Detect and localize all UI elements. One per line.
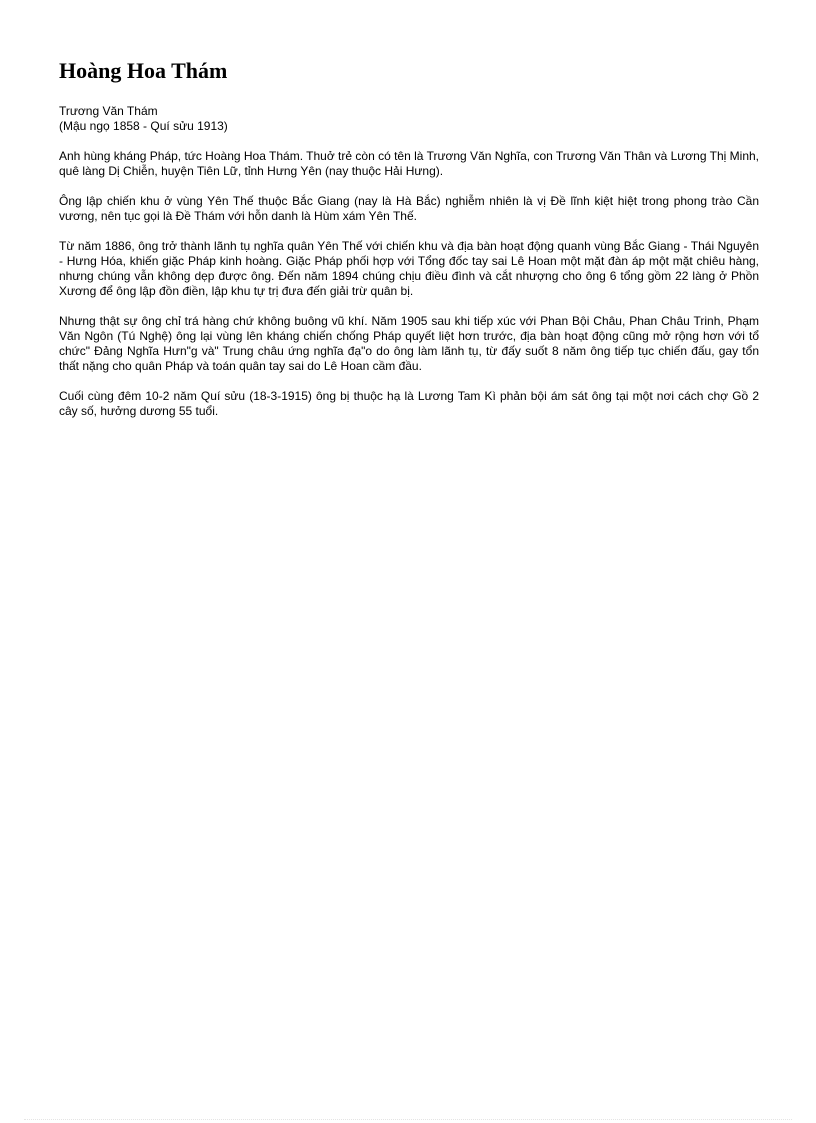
paragraph-intro: Anh hùng kháng Pháp, tức Hoàng Hoa Thám. Thuở trẻ còn có tên là Trương Văn Nghĩa, con Trương Văn Thân và Lương Thị Minh, quê làng Dị Chiễn, huyện Tiên Lữ, tỉnh Hưng Yên (nay thuộc Hải Hưng). (59, 149, 759, 178)
paragraph-yen-the: Ông lập chiến khu ở vùng Yên Thế thuộc Bắc Giang (nay là Hà Bắc) nghiễm nhiên là vị Đề lĩnh kiệt hiệt trong phong trào Cần vương, nên tục gọi là Đề Thám với hỗn danh là Hùm xám Yên Thế. (59, 194, 759, 223)
lifespan: (Mậu ngọ 1858 - Quí sửu 1913) (59, 119, 228, 133)
paragraph-death: Cuối cùng đêm 10-2 năm Quí sửu (18-3-1915) ông bị thuộc hạ là Lương Tam Kì phản bội ám sát ông tại một nơi cách chợ Gồ 2 cây số, hưởng dương 55 tuổi. (59, 389, 759, 418)
paragraph-1886: Từ năm 1886, ông trở thành lãnh tụ nghĩa quân Yên Thế với chiến khu và địa bàn hoạt động quanh vùng Bắc Giang - Thái Nguyên - Hưng Hóa, khiến giặc Pháp kinh hoàng. Giặc Pháp phối hợp với Tổng đốc tay sai Lê Hoan một mặt đàn áp một mặt chiêu hàng, nhưng chúng vẫn không dẹp được ông. Đến năm 1894 chúng chịu điều đình và cắt nhượng cho ông 6 tổng gồm 22 làng ở Phồn Xương để ông lập đồn điền, lập khu tự trị đưa đến giải trừ quân bị. (59, 239, 759, 298)
paragraph-1905: Nhưng thật sự ông chỉ trá hàng chứ không buông vũ khí. Năm 1905 sau khi tiếp xúc với Phan Bội Châu, Phan Châu Trinh, Phạm Văn Ngôn (Tú Nghệ) ông lại vùng lên kháng chiến chống Pháp quyết liệt hơn trước, địa bàn hoạt động cũng mở rộng hơn với tổ chức" Đảng Nghĩa Hưn"g và" Trung châu ứng nghĩa đạ"o do ông làm lãnh tụ, từ đấy suốt 8 năm ông tiếp tục chiến đấu, gay tổn thất nặng cho quân Pháp và toán quân tay sai do Lê Hoan cầm đầu. (59, 314, 759, 373)
document-page (59, 56, 759, 434)
document-title: Hoàng Hoa Thám (59, 58, 228, 83)
person-info (59, 104, 759, 134)
birth-name: Trương Văn Thám (59, 104, 158, 118)
page-bottom-divider (24, 1119, 792, 1120)
